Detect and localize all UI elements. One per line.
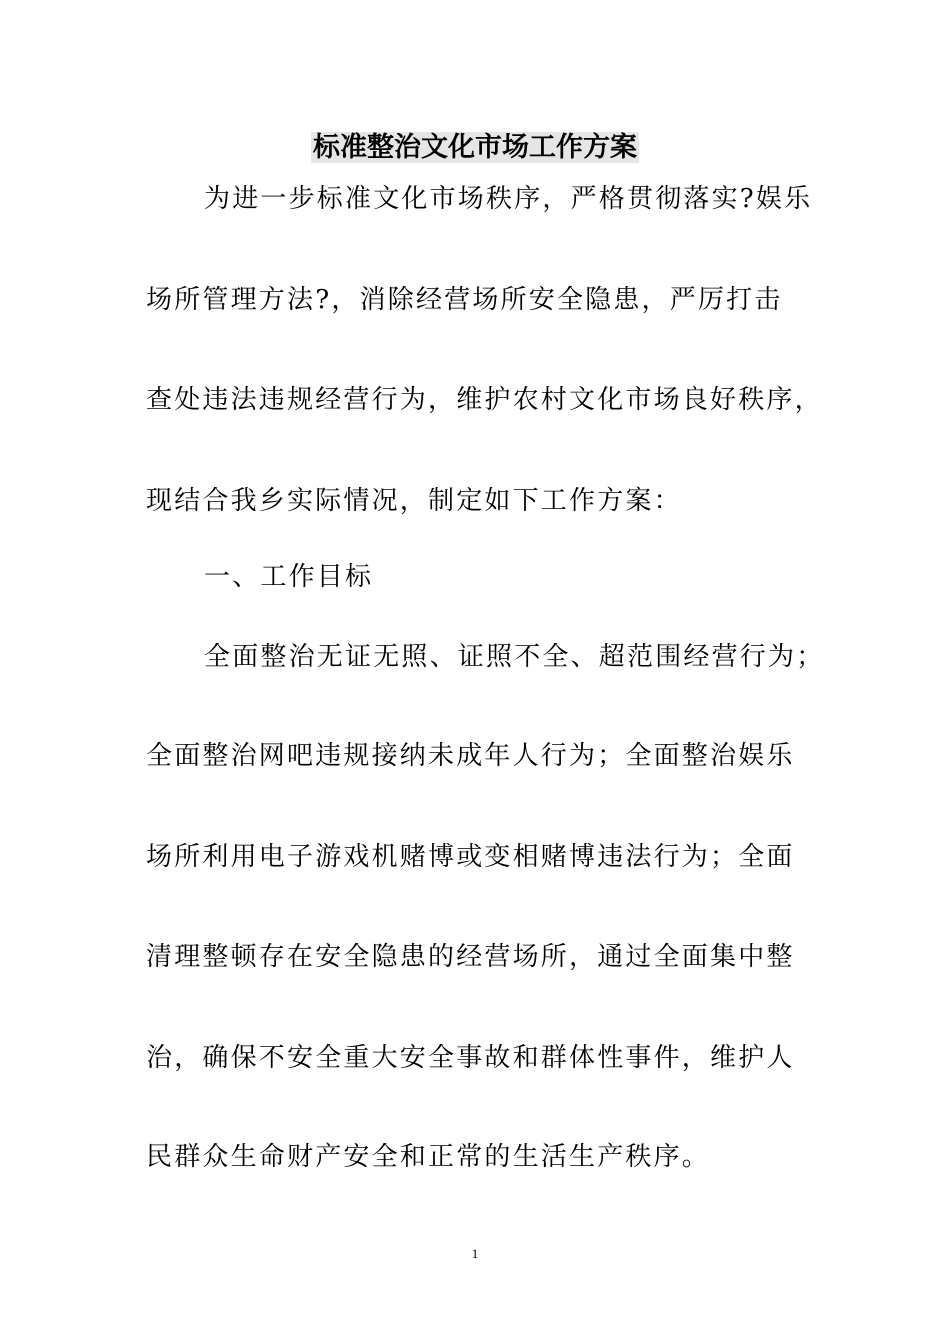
paragraph-line: 治，确保不安全重大安全事故和群体性事件，维护人 [146, 1043, 795, 1073]
paragraph-line: 全面整治网吧违规接纳未成年人行为；全面整治娱乐 [146, 741, 795, 771]
document-title [0, 128, 950, 168]
paragraph-line: 全面整治无证无照、证照不全、超范围经营行为； [204, 642, 825, 672]
section-heading: 一、工作目标 [204, 562, 374, 592]
paragraph-line: 现结合我乡实际情况，制定如下工作方案： [146, 486, 682, 516]
paragraph-line: 查处违法违规经营行为，维护农村文化市场良好秩序， [146, 385, 823, 415]
paragraph-line: 场所管理方法?，消除经营场所安全隐患，严厉打击 [146, 285, 783, 315]
paragraph-line: 民群众生命财产安全和正常的生活生产秩序。 [146, 1142, 711, 1172]
paragraph-line: 为进一步标准文化市场秩序，严格贯彻落实?娱乐 [204, 184, 813, 214]
document-title-text: 标准整治文化市场工作方案 [313, 132, 637, 163]
paragraph-line: 场所利用电子游戏机赌博或变相赌博违法行为；全面 [146, 842, 795, 872]
page-number: 1 [471, 1246, 479, 1261]
paragraph-line: 清理整顿存在安全隐患的经营场所，通过全面集中整 [146, 942, 795, 972]
